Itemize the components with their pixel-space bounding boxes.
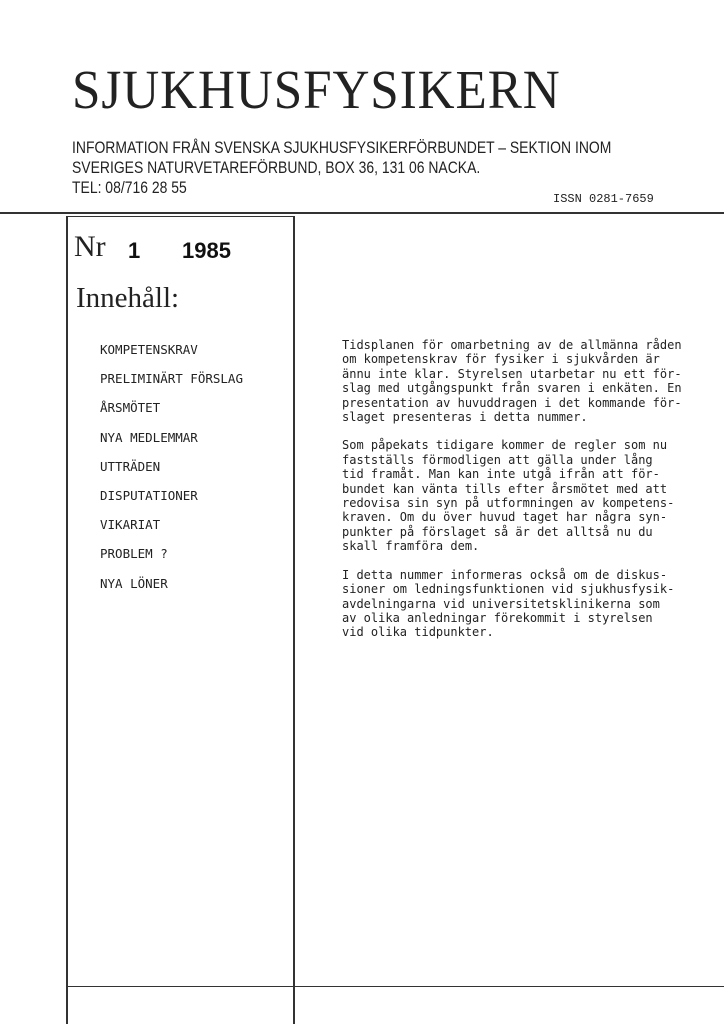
left-column-top-rule bbox=[66, 216, 294, 217]
editorial-text bbox=[342, 338, 692, 654]
issue-year: 1985 bbox=[182, 238, 231, 263]
header-divider bbox=[0, 212, 724, 214]
publisher-info-line: INFORMATION FRÅN SVENSKA SJUKHUSFYSIKERFÖRBUNDET – SEKTION INOM bbox=[72, 138, 612, 157]
left-column-border bbox=[66, 216, 68, 1024]
publisher-info-line: SVERIGES NATURVETAREFÖRBUND, BOX 36, 131 06 NACKA. bbox=[72, 158, 481, 177]
toc-item: ÅRSMÖTET bbox=[100, 400, 161, 416]
editorial-paragraph: Som påpekats tidigare kommer de regler som nu fastställs förmodligen att gälla under lång tid framåt. Man kan inte utgå ifrån att för- bundet kan vänta tills efter årsmötet med att redovisa sin syn på utformningen av kompetens- kraven. Om du över huvud taget har några syn- punkter på förslaget så är det alltså nu du skall framföra dem. bbox=[342, 438, 675, 554]
publisher-info bbox=[72, 138, 612, 198]
toc-item: NYA LÖNER bbox=[100, 575, 168, 591]
editorial-paragraph: Tidsplanen för omarbetning av de allmänna råden om kompetenskrav för fysiker i sjukvården är ännu inte klar. Styrelsen utarbetar nu ett för- slag med utgångspunkt från svaren i enkäten. En presentation av huvuddragen i det kommande för- slaget presenteras i detta nummer. bbox=[342, 338, 682, 425]
column-divider bbox=[293, 216, 295, 1024]
toc-item: PROBLEM ? bbox=[100, 546, 168, 562]
issn-number: ISSN 0281-7659 bbox=[553, 192, 654, 206]
publisher-phone: TEL: 08/716 28 55 bbox=[72, 178, 187, 197]
issue-number: 1 bbox=[128, 238, 141, 263]
toc-item: VIKARIAT bbox=[100, 517, 161, 533]
table-of-contents bbox=[100, 342, 243, 605]
issue-label: Nr bbox=[74, 230, 106, 263]
toc-item: KOMPETENSKRAV bbox=[100, 342, 198, 357]
toc-item: NYA MEDLEMMAR bbox=[100, 429, 198, 445]
editorial-paragraph: I detta nummer informeras också om de diskus- sioner om ledningsfunktionen vid sjukhusfysik- avdelningarna vid universitetsklinikerna som av olika anledningar förekommit i styrelsen vid olika tidpunkter. bbox=[342, 567, 675, 640]
masthead-title: SJUKHUSFYSIKERN bbox=[72, 59, 561, 120]
footer-divider bbox=[66, 986, 724, 987]
toc-item: DISPUTATIONER bbox=[100, 487, 198, 503]
toc-item: PRELIMINÄRT FÖRSLAG bbox=[100, 371, 243, 387]
toc-item: UTTRÄDEN bbox=[100, 458, 161, 474]
contents-heading: Innehåll: bbox=[76, 282, 180, 314]
